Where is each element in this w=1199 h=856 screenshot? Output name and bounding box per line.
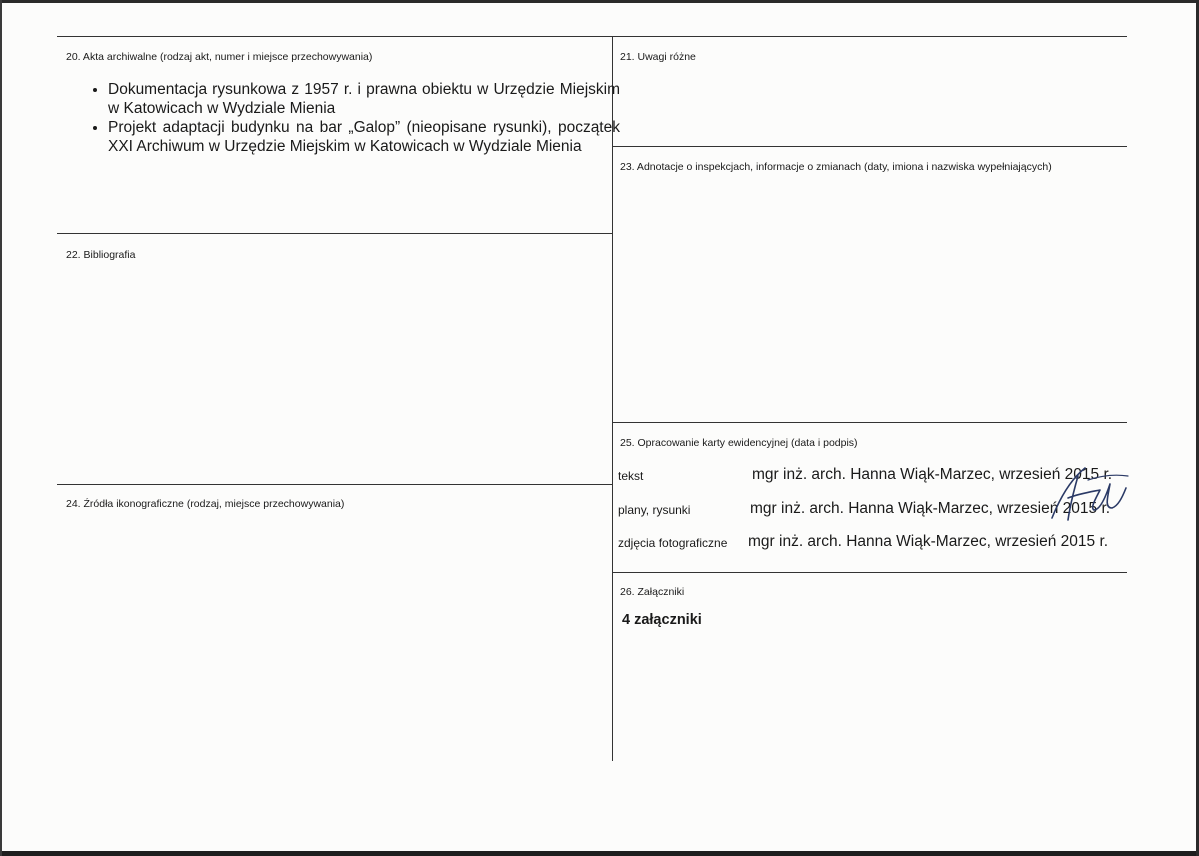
attachments-count: 4 załączniki (622, 612, 702, 628)
row-value-photos: mgr inż. arch. Hanna Wiąk-Marzec, wrzesień 2015 r. (748, 533, 1109, 550)
section-25-label: 25. Opracowanie karty ewidencyjnej (data i podpis) (620, 437, 858, 449)
section-26-label: 26. Załączniki (620, 586, 685, 598)
row-label-plans: plany, rysunki (618, 503, 691, 517)
row-label-text: tekst (618, 469, 644, 483)
section-22-label: 22. Bibliografia (66, 249, 136, 261)
row-label-photos: zdjęcia fotograficzne (618, 536, 728, 550)
section-24-label: 24. Źródła ikonograficzne (rodzaj, miejsce przechowywania) (66, 498, 345, 510)
divider-25-26 (612, 572, 1127, 573)
signature-icon (1030, 458, 1130, 528)
section-20-label: 20. Akta archiwalne (rodzaj akt, numer i miejsce przechowywania) (66, 51, 373, 63)
archival-records-list (80, 80, 620, 156)
divider-20-22 (57, 233, 612, 234)
section-23-label: 23. Adnotacje o inspekcjach, informacje o zmianach (daty, imiona i nazwiska wypełniających) (620, 161, 1052, 173)
list-item: • Dokumentacja rysunkowa z 1957 r. i prawna obiektu w Urzędzie Miejskim w Katowicach w Wydziale Mienia (108, 80, 620, 118)
scan-border-left (0, 0, 2, 856)
scan-border-bottom (0, 851, 1199, 856)
list-item: • Projekt adaptacji budynku na bar „Galop” (nieopisane rysunki), początek XXI Archiwum w Urzędzie Miejskim w Katowicach w Wydziale Mienia (108, 118, 620, 156)
row-value-plans: mgr inż. arch. Hanna Wiąk-Marzec, wrzesień 2015 r. (750, 500, 1111, 517)
divider-22-24 (57, 484, 612, 485)
section-21-label: 21. Uwagi różne (620, 51, 696, 63)
scan-border-top (0, 0, 1199, 3)
row-value-text: mgr inż. arch. Hanna Wiąk-Marzec, wrzesień 2015 r. (752, 466, 1113, 483)
form-top-border (57, 36, 1127, 37)
divider-23-25 (612, 422, 1127, 423)
divider-21-23 (612, 146, 1127, 147)
